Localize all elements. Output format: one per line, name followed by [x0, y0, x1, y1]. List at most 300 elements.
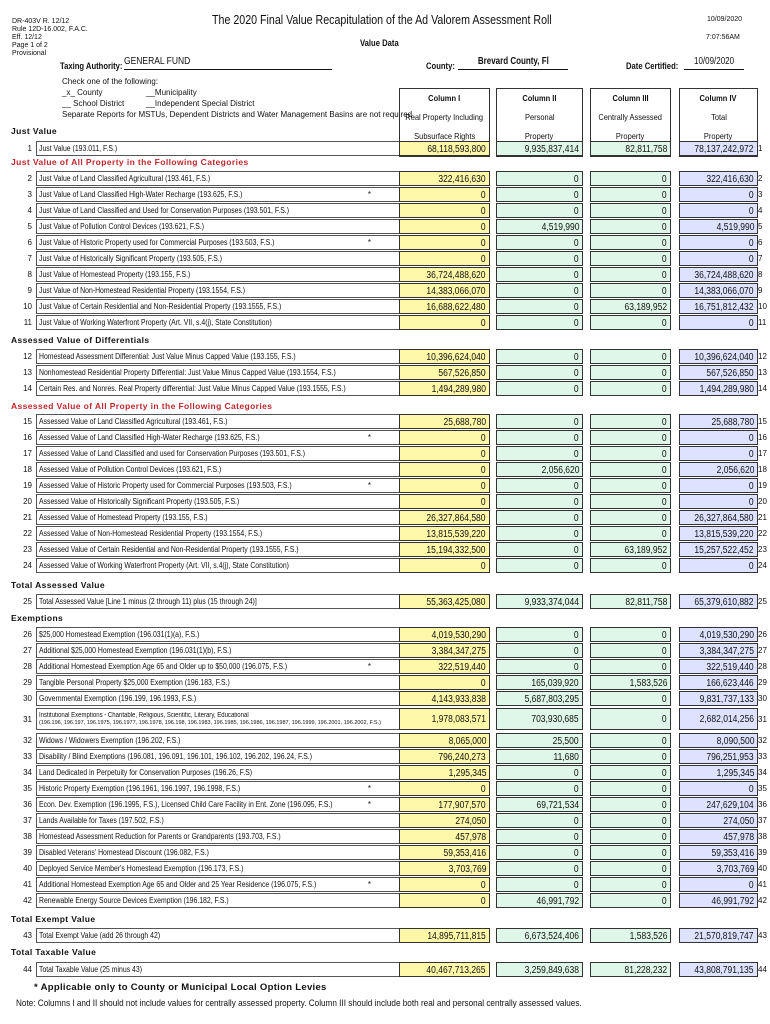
table-row	[18, 510, 767, 525]
row-number: 27	[23, 646, 32, 655]
print-date: 10/09/2020	[707, 16, 743, 23]
column-4-value: 13,815,539,220	[679, 526, 758, 541]
column-4-value: 43,808,791,135	[679, 962, 758, 977]
line-number: 34	[758, 768, 767, 777]
line-number: 6	[758, 238, 763, 247]
check-block	[62, 76, 412, 120]
table-row	[18, 187, 763, 202]
row-number: 2	[27, 174, 32, 183]
line-number: 18	[758, 465, 767, 474]
column-2-value: 0	[496, 643, 583, 658]
row-description: Renewable Energy Source Devices Exemption (196.182, F.S.)	[36, 893, 408, 908]
column-3-value: 0	[590, 558, 671, 573]
row-number: 23	[23, 545, 32, 554]
row-number: 24	[23, 561, 32, 570]
column-1-value: 1,295,345	[399, 765, 490, 780]
column-2-value: 0	[496, 414, 583, 429]
line-number: 38	[758, 832, 767, 841]
row-number: 9	[27, 286, 32, 295]
column-2-value: 0	[496, 299, 583, 314]
table-row	[18, 349, 767, 364]
row-number: 35	[23, 784, 32, 793]
form-id-line: Provisional	[12, 50, 47, 57]
column-2-value: 0	[496, 861, 583, 876]
line-number: 33	[758, 752, 767, 761]
table-row	[18, 594, 767, 609]
column-1-value: 567,526,850	[399, 365, 490, 380]
county-label: County:	[426, 61, 455, 71]
row-description: Disabled Veterans' Homestead Discount (196.082, F.S.)	[36, 845, 408, 860]
column-1-value: 25,688,780	[399, 414, 490, 429]
column-3-value: 0	[590, 797, 671, 812]
row-description: Assessed Value of Certain Residential and Non-Residential Property (193.1555, F.S.)	[36, 542, 408, 557]
column-3-line2: Centrally Assessed	[598, 112, 663, 122]
column-1-value: 0	[399, 315, 490, 330]
column-3-value: 0	[590, 829, 671, 844]
column-4-value: 36,724,488,620	[679, 267, 758, 282]
column-2-value: 0	[496, 877, 583, 892]
line-number: 35	[758, 784, 767, 793]
line-number: 12	[758, 352, 767, 361]
column-2-value: 0	[496, 781, 583, 796]
column-3-value: 0	[590, 251, 671, 266]
table-row	[18, 861, 767, 876]
row-number: 15	[23, 417, 32, 426]
column-3-value: 0	[590, 510, 671, 525]
column-1-value: 0	[399, 446, 490, 461]
row-description: Institutional Exemptions - Charitable, Religious, Scientific, Literary, Educational (196.196, 196.197, 196.1975, 196.1977, 196.1978, 196.198, 196.1983, 196.1985, 196.1986, 196.1987, 196.1999, 196.2001, 196.2002, F.S.)	[36, 708, 408, 730]
date-certified-label: Date Certified:	[626, 61, 679, 71]
row-number: 43	[23, 931, 32, 940]
line-number: 16	[758, 433, 767, 442]
row-description: Total Taxable Value (25 minus 43)	[36, 962, 408, 977]
table-row	[18, 675, 767, 690]
line-number: 27	[758, 646, 767, 655]
column-3-value: 0	[590, 708, 671, 730]
column-3-value: 0	[590, 187, 671, 202]
column-1-value: 55,363,425,080	[399, 594, 490, 609]
column-1-value: 15,194,332,500	[399, 542, 490, 557]
levy-asterisk: *	[367, 190, 371, 199]
column-4-value: 796,251,953	[679, 749, 758, 764]
column-3-title: Column III	[612, 93, 649, 103]
column-3-value: 0	[590, 526, 671, 541]
row-number: 39	[23, 848, 32, 857]
table-row	[18, 781, 767, 796]
column-1-value: 0	[399, 251, 490, 266]
table-row	[18, 381, 767, 396]
taxing-authority-label: Taxing Authority:	[60, 61, 123, 71]
column-3-value: 82,811,758	[590, 594, 671, 609]
column-3-value: 0	[590, 627, 671, 642]
table-row	[18, 315, 767, 330]
column-3-value: 0	[590, 283, 671, 298]
column-1-value: 4,143,933,838	[399, 691, 490, 706]
table-row	[18, 813, 767, 828]
row-description: Just Value of Land Classified High-Water Recharge (193.625, F.S.) *	[36, 187, 408, 202]
row-number: 17	[23, 449, 32, 458]
line-number: 5	[758, 222, 763, 231]
column-2-value: 46,991,792	[496, 893, 583, 908]
section-assessed-differentials: Assessed Value of Differentials	[11, 335, 150, 345]
column-2-value: 0	[496, 365, 583, 380]
column-1-value: 796,240,273	[399, 749, 490, 764]
column-1-value: 457,978	[399, 829, 490, 844]
column-2-value: 2,056,620	[496, 462, 583, 477]
column-3-value: 0	[590, 430, 671, 445]
row-number: 18	[23, 465, 32, 474]
column-2-value: 9,933,374,044	[496, 594, 583, 609]
column-2-value: 0	[496, 829, 583, 844]
column-4-value: 9,831,737,133	[679, 691, 758, 706]
row-description-detail: (196.196, 196.197, 196.1975, 196.1977, 196.1978, 196.198, 196.1983, 196.1985, 196.1986, 196.1987, 196.1999, 196.2001, 196.2002, F.S.)	[39, 720, 381, 726]
row-number: 6	[27, 238, 32, 247]
column-3-value: 0	[590, 659, 671, 674]
table-row	[18, 893, 767, 908]
column-2-value: 6,673,524,406	[496, 928, 583, 943]
form-id-line: Rule 12D-16.002, F.A.C.	[12, 26, 88, 33]
county-field	[458, 56, 568, 70]
column-3-value: 0	[590, 446, 671, 461]
column-3-value: 0	[590, 813, 671, 828]
column-1-value: 0	[399, 675, 490, 690]
line-number: 29	[758, 678, 767, 687]
table-row	[18, 643, 767, 658]
column-3-value: 0	[590, 203, 671, 218]
column-1-value: 36,724,488,620	[399, 267, 490, 282]
page-title: The 2020 Final Value Recapitulation of the Ad Valorem Assessment Roll	[212, 12, 552, 27]
column-2-value: 703,930,685	[496, 708, 583, 730]
column-4-value: 4,519,990	[679, 219, 758, 234]
column-3-value: 0	[590, 414, 671, 429]
table-row	[18, 558, 767, 573]
table-row	[18, 659, 767, 674]
column-1-line2: Real Property Including	[405, 112, 484, 122]
column-4-value: 0	[679, 203, 758, 218]
row-description: Homestead Assessment Differential: Just Value Minus Capped Value (193.155, F.S.)	[36, 349, 408, 364]
column-1-value: 14,383,066,070	[399, 283, 490, 298]
row-description: Econ. Dev. Exemption (196.1995, F.S.), Licensed Child Care Facility in Ent. Zone (196.095, F.S.) *	[36, 797, 408, 812]
column-1-value: 0	[399, 235, 490, 250]
row-number: 22	[23, 529, 32, 538]
column-2-value: 0	[496, 510, 583, 525]
column-2-title: Column II	[522, 93, 557, 103]
row-number: 32	[23, 736, 32, 745]
row-number: 25	[23, 597, 32, 606]
row-description: Just Value of Historically Significant Property (193.505, F.S.)	[36, 251, 408, 266]
column-3-value: 0	[590, 365, 671, 380]
column-1-value: 0	[399, 558, 490, 573]
row-number: 14	[23, 384, 32, 393]
column-4-line3: Property	[704, 131, 733, 141]
check-label: Check one of the following:	[62, 77, 159, 86]
line-number: 14	[758, 384, 767, 393]
column-1-value: 68,118,593,800	[399, 141, 490, 156]
column-2-value: 4,519,990	[496, 219, 583, 234]
column-2-line2: Personal	[524, 112, 555, 122]
column-3-value: 81,228,232	[590, 962, 671, 977]
line-number: 1	[758, 144, 763, 153]
column-1-value: 3,384,347,275	[399, 643, 490, 658]
table-row	[18, 203, 763, 218]
column-4-value: 0	[679, 558, 758, 573]
column-2-value: 25,500	[496, 733, 583, 748]
row-description: Assessed Value of Non-Homestead Residential Property (193.1554, F.S.)	[36, 526, 408, 541]
column-4-title: Column IV	[700, 93, 737, 103]
line-number: 26	[758, 630, 767, 639]
row-description: Historic Property Exemption (196.1961, 196.1997, 196.1998, F.S.) *	[36, 781, 408, 796]
column-3-value: 0	[590, 733, 671, 748]
column-3-value: 0	[590, 478, 671, 493]
table-row	[18, 414, 767, 429]
row-description: Just Value of Working Waterfront Property (Art. VII, s.4(j), State Constitution)	[36, 315, 408, 330]
table-row	[18, 749, 767, 764]
column-3-value: 0	[590, 235, 671, 250]
row-description: Assessed Value of Working Waterfront Property (Art. VII, s.4(j), State Constitution)	[36, 558, 408, 573]
column-2-value: 0	[496, 659, 583, 674]
column-3-value: 0	[590, 349, 671, 364]
column-1-value: 0	[399, 203, 490, 218]
column-4-value: 0	[679, 251, 758, 266]
school-check[interactable]: __	[62, 99, 71, 108]
column-2-value: 9,935,837,414	[496, 141, 583, 156]
line-number: 10	[758, 302, 767, 311]
row-number: 33	[23, 752, 32, 761]
table-row	[18, 267, 763, 282]
row-description: Deployed Service Member's Homestead Exemption (196.173, F.S.)	[36, 861, 408, 876]
line-number: 3	[758, 190, 763, 199]
table-row	[18, 877, 767, 892]
column-4-value: 166,623,446	[679, 675, 758, 690]
form-id-line: DR-403V R. 12/12	[12, 18, 70, 25]
row-description: Governmental Exemption (196.199, 196.1993, F.S.)	[36, 691, 408, 706]
column-3-value: 0	[590, 494, 671, 509]
levy-asterisk: *	[367, 784, 371, 793]
column-2-value: 0	[496, 251, 583, 266]
line-number: 13	[758, 368, 767, 377]
column-4-value: 0	[679, 494, 758, 509]
column-2-value: 165,039,920	[496, 675, 583, 690]
column-1-title: Column I	[428, 93, 461, 103]
column-2-value: 0	[496, 283, 583, 298]
column-1-value: 0	[399, 494, 490, 509]
row-number: 28	[23, 662, 32, 671]
row-description: Just Value of Non-Homestead Residential Property (193.1554, F.S.)	[36, 283, 408, 298]
column-4-value: 2,682,014,256	[679, 708, 758, 730]
column-4-value: 567,526,850	[679, 365, 758, 380]
table-row	[18, 283, 763, 298]
section-assessed-categories: Assessed Value of All Property in the Following Categories	[11, 401, 273, 411]
column-1-value: 59,353,416	[399, 845, 490, 860]
row-description: Just Value of Pollution Control Devices (193.621, F.S.)	[36, 219, 408, 234]
municipality-check[interactable]: __Municipality	[146, 88, 197, 97]
column-1-value: 0	[399, 462, 490, 477]
column-4-value: 8,090,500	[679, 733, 758, 748]
row-description: Just Value of Homestead Property (193.155, F.S.)	[36, 267, 408, 282]
table-row	[18, 365, 767, 380]
column-3-value: 0	[590, 171, 671, 186]
line-number: 2	[758, 174, 763, 183]
column-2-value: 0	[496, 267, 583, 282]
column-3-value: 0	[590, 893, 671, 908]
line-number: 37	[758, 816, 767, 825]
table-row	[18, 708, 767, 730]
column-2-value: 0	[496, 845, 583, 860]
column-4-value: 2,056,620	[679, 462, 758, 477]
row-description: Tangible Personal Property $25,000 Exemption (196.183, F.S.)	[36, 675, 408, 690]
table-row	[18, 446, 767, 461]
line-number: 7	[758, 254, 763, 263]
table-row	[18, 627, 767, 642]
column-2-value: 3,259,849,638	[496, 962, 583, 977]
line-number: 20	[758, 497, 767, 506]
row-description: Assessed Value of Land Classified Agricultural (193.461, F.S.)	[36, 414, 408, 429]
table-row	[18, 299, 767, 314]
column-3-value: 0	[590, 749, 671, 764]
column-2-value: 11,680	[496, 749, 583, 764]
column-4-value: 247,629,104	[679, 797, 758, 812]
row-number: 40	[23, 864, 32, 873]
row-number: 19	[23, 481, 32, 490]
column-4-value: 78,137,242,972	[679, 141, 758, 156]
row-number: 37	[23, 816, 32, 825]
row-number: 31	[23, 715, 32, 724]
row-description: Assessed Value of Land Classified High-Water Recharge (193.625, F.S.) *	[36, 430, 408, 445]
line-number: 4	[758, 206, 763, 215]
form-id-line: Page 1 of 2	[12, 42, 48, 49]
column-2-value: 69,721,534	[496, 797, 583, 812]
taxing-authority-value: GENERAL FUND	[124, 56, 191, 67]
column-2-value: 5,687,803,295	[496, 691, 583, 706]
column-3-value: 82,811,758	[590, 141, 671, 156]
column-1-value: 14,895,711,815	[399, 928, 490, 943]
column-4-value: 322,416,630	[679, 171, 758, 186]
row-description: Total Exempt Value (add 26 through 42)	[36, 928, 408, 943]
row-description: Just Value of Certain Residential and Non-Residential Property (193.1555, F.S.)	[36, 299, 408, 314]
column-2-value: 0	[496, 381, 583, 396]
print-time: 7:07:56AM	[706, 34, 740, 41]
column-3-value: 0	[590, 845, 671, 860]
line-number: 23	[758, 545, 767, 554]
column-3-value: 0	[590, 781, 671, 796]
section-total-exempt: Total Exempt Value	[11, 914, 96, 924]
column-1-value: 0	[399, 187, 490, 202]
special-district-check-label: Independent Special District	[154, 99, 255, 108]
section-just-value-categories: Just Value of All Property in the Following Categories	[11, 157, 249, 167]
row-description: Assessed Value of Pollution Control Devices (193.621, F.S.)	[36, 462, 408, 477]
line-number: 24	[758, 561, 767, 570]
row-number: 20	[23, 497, 32, 506]
column-4-value: 1,295,345	[679, 765, 758, 780]
row-number: 3	[27, 190, 32, 199]
column-2-value: 0	[496, 235, 583, 250]
form-id-block	[12, 18, 88, 58]
table-row	[18, 462, 767, 477]
column-3-value: 0	[590, 462, 671, 477]
column-2-line3: Property	[525, 131, 554, 141]
table-row	[18, 526, 767, 541]
row-number: 1	[27, 144, 32, 153]
column-4-value: 59,353,416	[679, 845, 758, 860]
special-district-check[interactable]: __Independent Special District	[146, 99, 255, 108]
row-number: 10	[23, 302, 32, 311]
row-number: 44	[23, 965, 32, 974]
column-4-value: 1,494,289,980	[679, 381, 758, 396]
column-1-value: 0	[399, 893, 490, 908]
column-4-value: 3,384,347,275	[679, 643, 758, 658]
line-number: 36	[758, 800, 767, 809]
table-row	[18, 141, 763, 156]
line-number: 25	[758, 597, 767, 606]
line-number: 41	[758, 880, 767, 889]
row-description: Just Value of Land Classified Agricultural (193.461, F.S.)	[36, 171, 408, 186]
column-4-value: 26,327,864,580	[679, 510, 758, 525]
column-3-value: 0	[590, 765, 671, 780]
column-1-value: 16,688,622,480	[399, 299, 490, 314]
row-description: Additional Homestead Exemption Age 65 and Older and 25 Year Residence (196.075, F.S.) *	[36, 877, 408, 892]
column-2-value: 0	[496, 349, 583, 364]
form-id-line: Eff. 12/12	[12, 34, 42, 41]
line-number: 44	[758, 965, 767, 974]
line-number: 31	[758, 715, 767, 724]
municipality-check-label: Municipality	[154, 88, 197, 97]
row-number: 12	[23, 352, 32, 361]
row-description: Certain Res. and Nonres. Real Property differential: Just Value Minus Capped Value (193.1555, F.S.)	[36, 381, 408, 396]
date-certified-value: 10/09/2020	[693, 56, 735, 67]
row-number: 8	[27, 270, 32, 279]
column-3-value: 0	[590, 691, 671, 706]
column-4-value: 46,991,792	[679, 893, 758, 908]
county-check[interactable]: _x_	[62, 88, 75, 97]
line-number: 19	[758, 481, 767, 490]
row-description: Assessed Value of Homestead Property (193.155, F.S.)	[36, 510, 408, 525]
column-1-value: 8,065,000	[399, 733, 490, 748]
levy-asterisk: *	[367, 880, 371, 889]
note: Note: Columns I and II should not include values for centrally assessed property. Column III should include both real and personal centrally assessed values.	[16, 998, 582, 1009]
table-row	[18, 235, 763, 250]
line-number: 21	[758, 513, 767, 522]
line-number: 15	[758, 417, 767, 426]
column-4-value: 0	[679, 187, 758, 202]
row-number: 4	[27, 206, 32, 215]
column-4-value: 457,978	[679, 829, 758, 844]
row-description: Just Value of Historic Property used for Commercial Purposes (193.503, F.S.) *	[36, 235, 408, 250]
row-description: Disability / Blind Exemptions (196.081, 196.091, 196.101, 196.102, 196.202, 196.24, F.S.)	[36, 749, 408, 764]
row-description: Total Assessed Value [Line 1 minus (2 through 11) plus (15 through 24)]	[36, 594, 408, 609]
section-just-value: Just Value	[11, 126, 58, 136]
table-row	[18, 765, 767, 780]
table-row	[18, 251, 763, 266]
row-number: 21	[23, 513, 32, 522]
column-2-value: 0	[496, 494, 583, 509]
column-4-value: 0	[679, 315, 758, 330]
column-4-value: 274,050	[679, 813, 758, 828]
row-description: Additional $25,000 Homestead Exemption (196.031(1)(b), F.S.)	[36, 643, 408, 658]
column-4-value: 0	[679, 430, 758, 445]
column-2-value: 0	[496, 542, 583, 557]
column-1-value: 1,978,083,571	[399, 708, 490, 730]
column-2-value: 0	[496, 627, 583, 642]
county-check-label: County	[77, 88, 103, 97]
column-4-value: 322,519,440	[679, 659, 758, 674]
row-description: Just Value (193.011, F.S.)	[36, 141, 408, 156]
column-4-value: 25,688,780	[679, 414, 758, 429]
column-1-value: 26,327,864,580	[399, 510, 490, 525]
column-3-value: 1,583,526	[590, 928, 671, 943]
table-row	[18, 430, 767, 445]
row-number: 42	[23, 896, 32, 905]
table-row	[18, 845, 767, 860]
